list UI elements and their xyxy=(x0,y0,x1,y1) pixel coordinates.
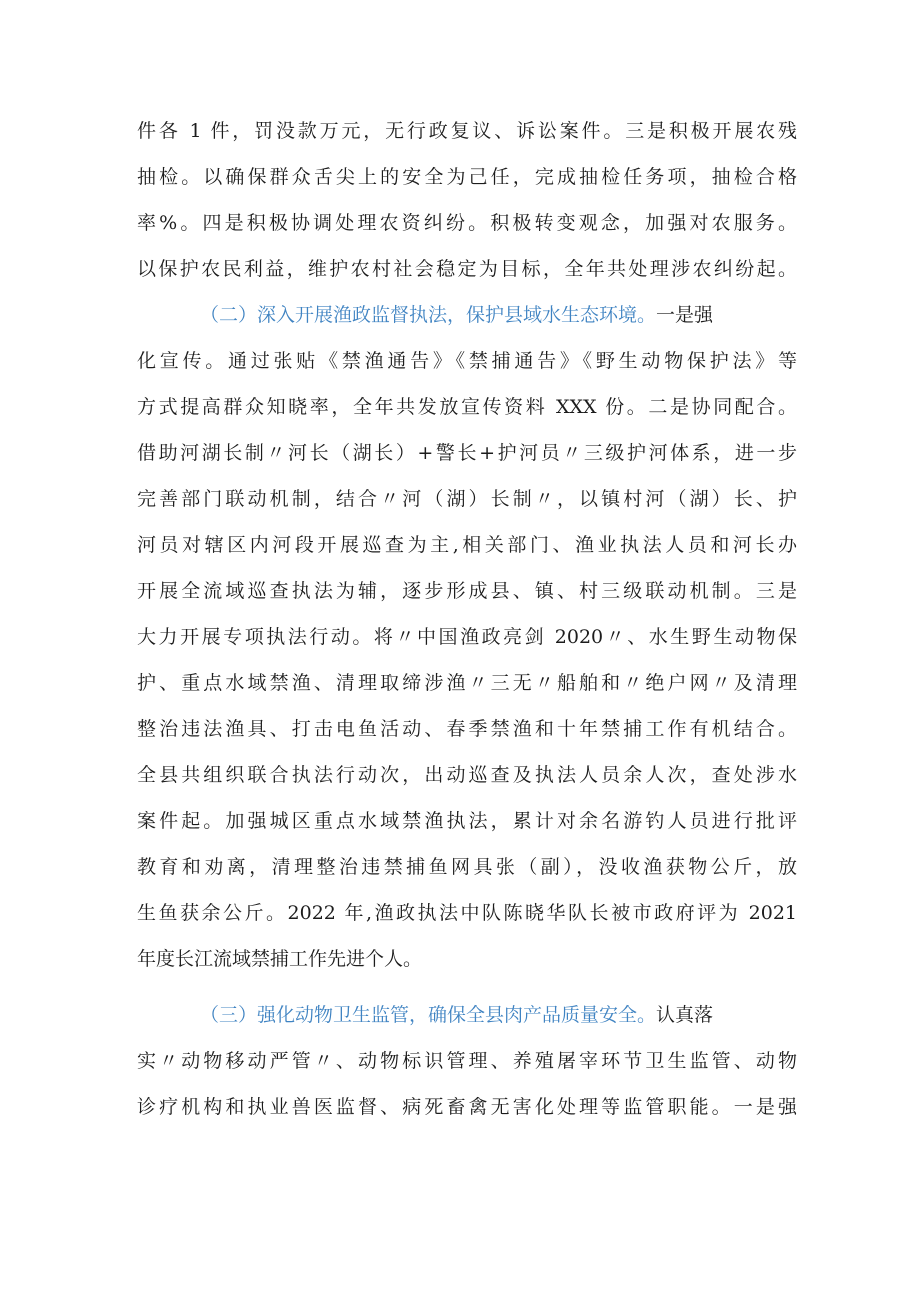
text-line: 河员对辖区内河段开展巡查为主,相关部门、渔业执法人员和河长办 xyxy=(137,534,797,556)
text-line: 以保护农民利益，维护农村社会稳定为目标，全年共处理涉农纠纷起。 xyxy=(137,258,797,280)
text-line: 整治违法渔具、打击电鱼活动、春季禁渔和十年禁捕工作有机结合。 xyxy=(137,718,797,740)
text-line: 实〃动物移动严管〃、动物标识管理、养殖屠宰环节卫生监管、动物 xyxy=(137,1050,797,1072)
text-line: 教育和劝离，清理整治违禁捕鱼网具张（副），没收渔获物公斤，放 xyxy=(137,856,797,878)
text-line: 生鱼获余公斤。2022 年,渔政执法中队陈晓华队长被市政府评为 2021 xyxy=(137,902,797,924)
text-line: 全县共组织联合执法行动次，出动巡查及执法人员余人次，查处涉水 xyxy=(137,764,797,786)
text-line: 护、重点水域禁渔、清理取缔涉渔〃三无〃船舶和〃绝户网〃及清理 xyxy=(137,672,797,694)
text-line: 诊疗机构和执业兽医监督、病死畜禽无害化处理等监管职能。一是强 xyxy=(137,1096,797,1118)
text-line: 完善部门联动机制，结合〃河（湖）长制〃，以镇村河（湖）长、护 xyxy=(137,488,797,510)
text-run: 一是强 xyxy=(656,304,714,326)
document-body xyxy=(137,108,797,1130)
section-heading: （二）深入开展渔政监督执法，保护县域水生态环境。 xyxy=(200,304,657,326)
text-line: 率%。四是积极协调处理农资纠纷。积极转变观念，加强对农服务。 xyxy=(137,212,797,234)
text-line: 化宣传。通过张贴《禁渔通告》《禁捕通告》《野生动物保护法》等 xyxy=(137,350,797,372)
paragraph-first-line xyxy=(137,992,797,1038)
text-line: 案件起。加强城区重点水域禁渔执法，累计对余名游钓人员进行批评 xyxy=(137,810,797,832)
paragraph-2 xyxy=(137,292,797,982)
text-line: 大力开展专项执法行动。将〃中国渔政亮剑 2020〃、水生野生动物保 xyxy=(137,626,797,648)
text-line: 开展全流域巡查执法为辅，逐步形成县、镇、村三级联动机制。三是 xyxy=(137,580,797,602)
paragraph-first-line xyxy=(137,292,797,338)
text-line: 件各 1 件，罚没款万元，无行政复议、诉讼案件。三是积极开展农残 xyxy=(137,120,797,142)
text-line: 方式提高群众知晓率，全年共发放宣传资料 XXX 份。二是协同配合。 xyxy=(137,396,797,418)
text-line: 抽检。以确保群众舌尖上的安全为己任，完成抽检任务项，抽检合格 xyxy=(137,166,797,188)
text-run: 认真落 xyxy=(656,1004,714,1026)
paragraph-1 xyxy=(137,108,797,292)
section-heading: （三）强化动物卫生监管，确保全县肉产品质量安全。 xyxy=(200,1004,657,1026)
text-line-last: 年度长江流域禁捕工作先进个人。 xyxy=(137,948,423,970)
paragraph-3 xyxy=(137,992,797,1130)
text-line: 借助河湖长制〃河长（湖长）+警长+护河员〃三级护河体系，进一步 xyxy=(137,442,797,464)
paragraph-spacer xyxy=(137,982,797,992)
